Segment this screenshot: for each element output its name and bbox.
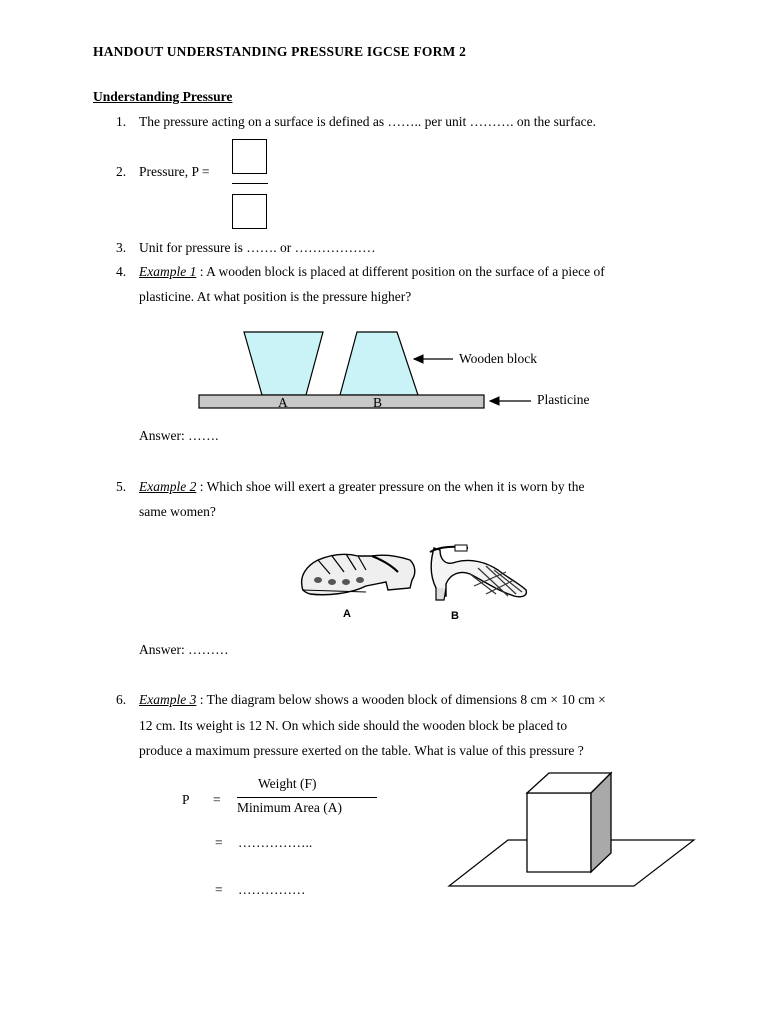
answer-4: Answer: ……. [139, 428, 219, 443]
example-label-1: Example 1 [139, 264, 197, 279]
label-position-b: B [373, 395, 383, 410]
section-heading: Understanding Pressure [93, 89, 233, 104]
shoe-a-label: A [343, 608, 351, 620]
formula-lhs: P [182, 792, 190, 807]
example-text-1: : A wooden block is placed at different position on the surface of a piece of [196, 264, 605, 279]
example-label-3: Example 3 [139, 692, 197, 707]
item-text-6-line3: produce a maximum pressure exerted on the table. What is value of this pressure ? [139, 743, 584, 758]
formula-step-2: …………… [238, 882, 306, 897]
formula-numerator: Weight (F) [258, 776, 317, 791]
item-text-4-line2: plasticine. At what position is the pressure higher? [139, 289, 412, 304]
example-text-2: : Which shoe will exert a greater pressure on the when it is worn by the [196, 479, 585, 494]
item-number-6: 6. [116, 692, 127, 707]
example-text-3: : The diagram below shows a wooden block of dimensions 8 cm × 10 cm × [196, 692, 606, 707]
item-number-1: 1. [116, 114, 127, 129]
answer-5: Answer: ……… [139, 642, 229, 657]
label-wooden-block: Wooden block [459, 351, 538, 366]
formula-step-1: …………….. [238, 835, 313, 850]
label-plasticine: Plasticine [537, 392, 590, 407]
item-text-6-line2: 12 cm. Its weight is 12 N. On which side should the wooden block be placed to [139, 718, 568, 733]
block-front-face [527, 793, 591, 872]
item-text-2: Pressure, P = [139, 164, 210, 179]
formula-denominator: Minimum Area (A) [237, 800, 342, 815]
label-position-a: A [278, 395, 288, 410]
formula-equals-3: = [215, 882, 223, 897]
item-number-4: 4. [116, 264, 127, 279]
item-text-5-line2: same women? [139, 504, 216, 519]
formula-equals-2: = [215, 835, 223, 850]
item-number-5: 5. [116, 479, 127, 494]
formula-equals-1: = [213, 792, 221, 807]
item-number-3: 3. [116, 240, 127, 255]
item-number-2: 2. [116, 164, 127, 179]
example-label-2: Example 2 [139, 479, 197, 494]
shoe-b-label: B [451, 610, 459, 622]
item-text-3: Unit for pressure is ……. or ……………… [139, 240, 376, 255]
page-title: HANDOUT UNDERSTANDING PRESSURE IGCSE FORM 2 [93, 44, 467, 59]
item-text-1: The pressure acting on a surface is defined as …….. per unit ………. on the surface. [139, 114, 596, 129]
